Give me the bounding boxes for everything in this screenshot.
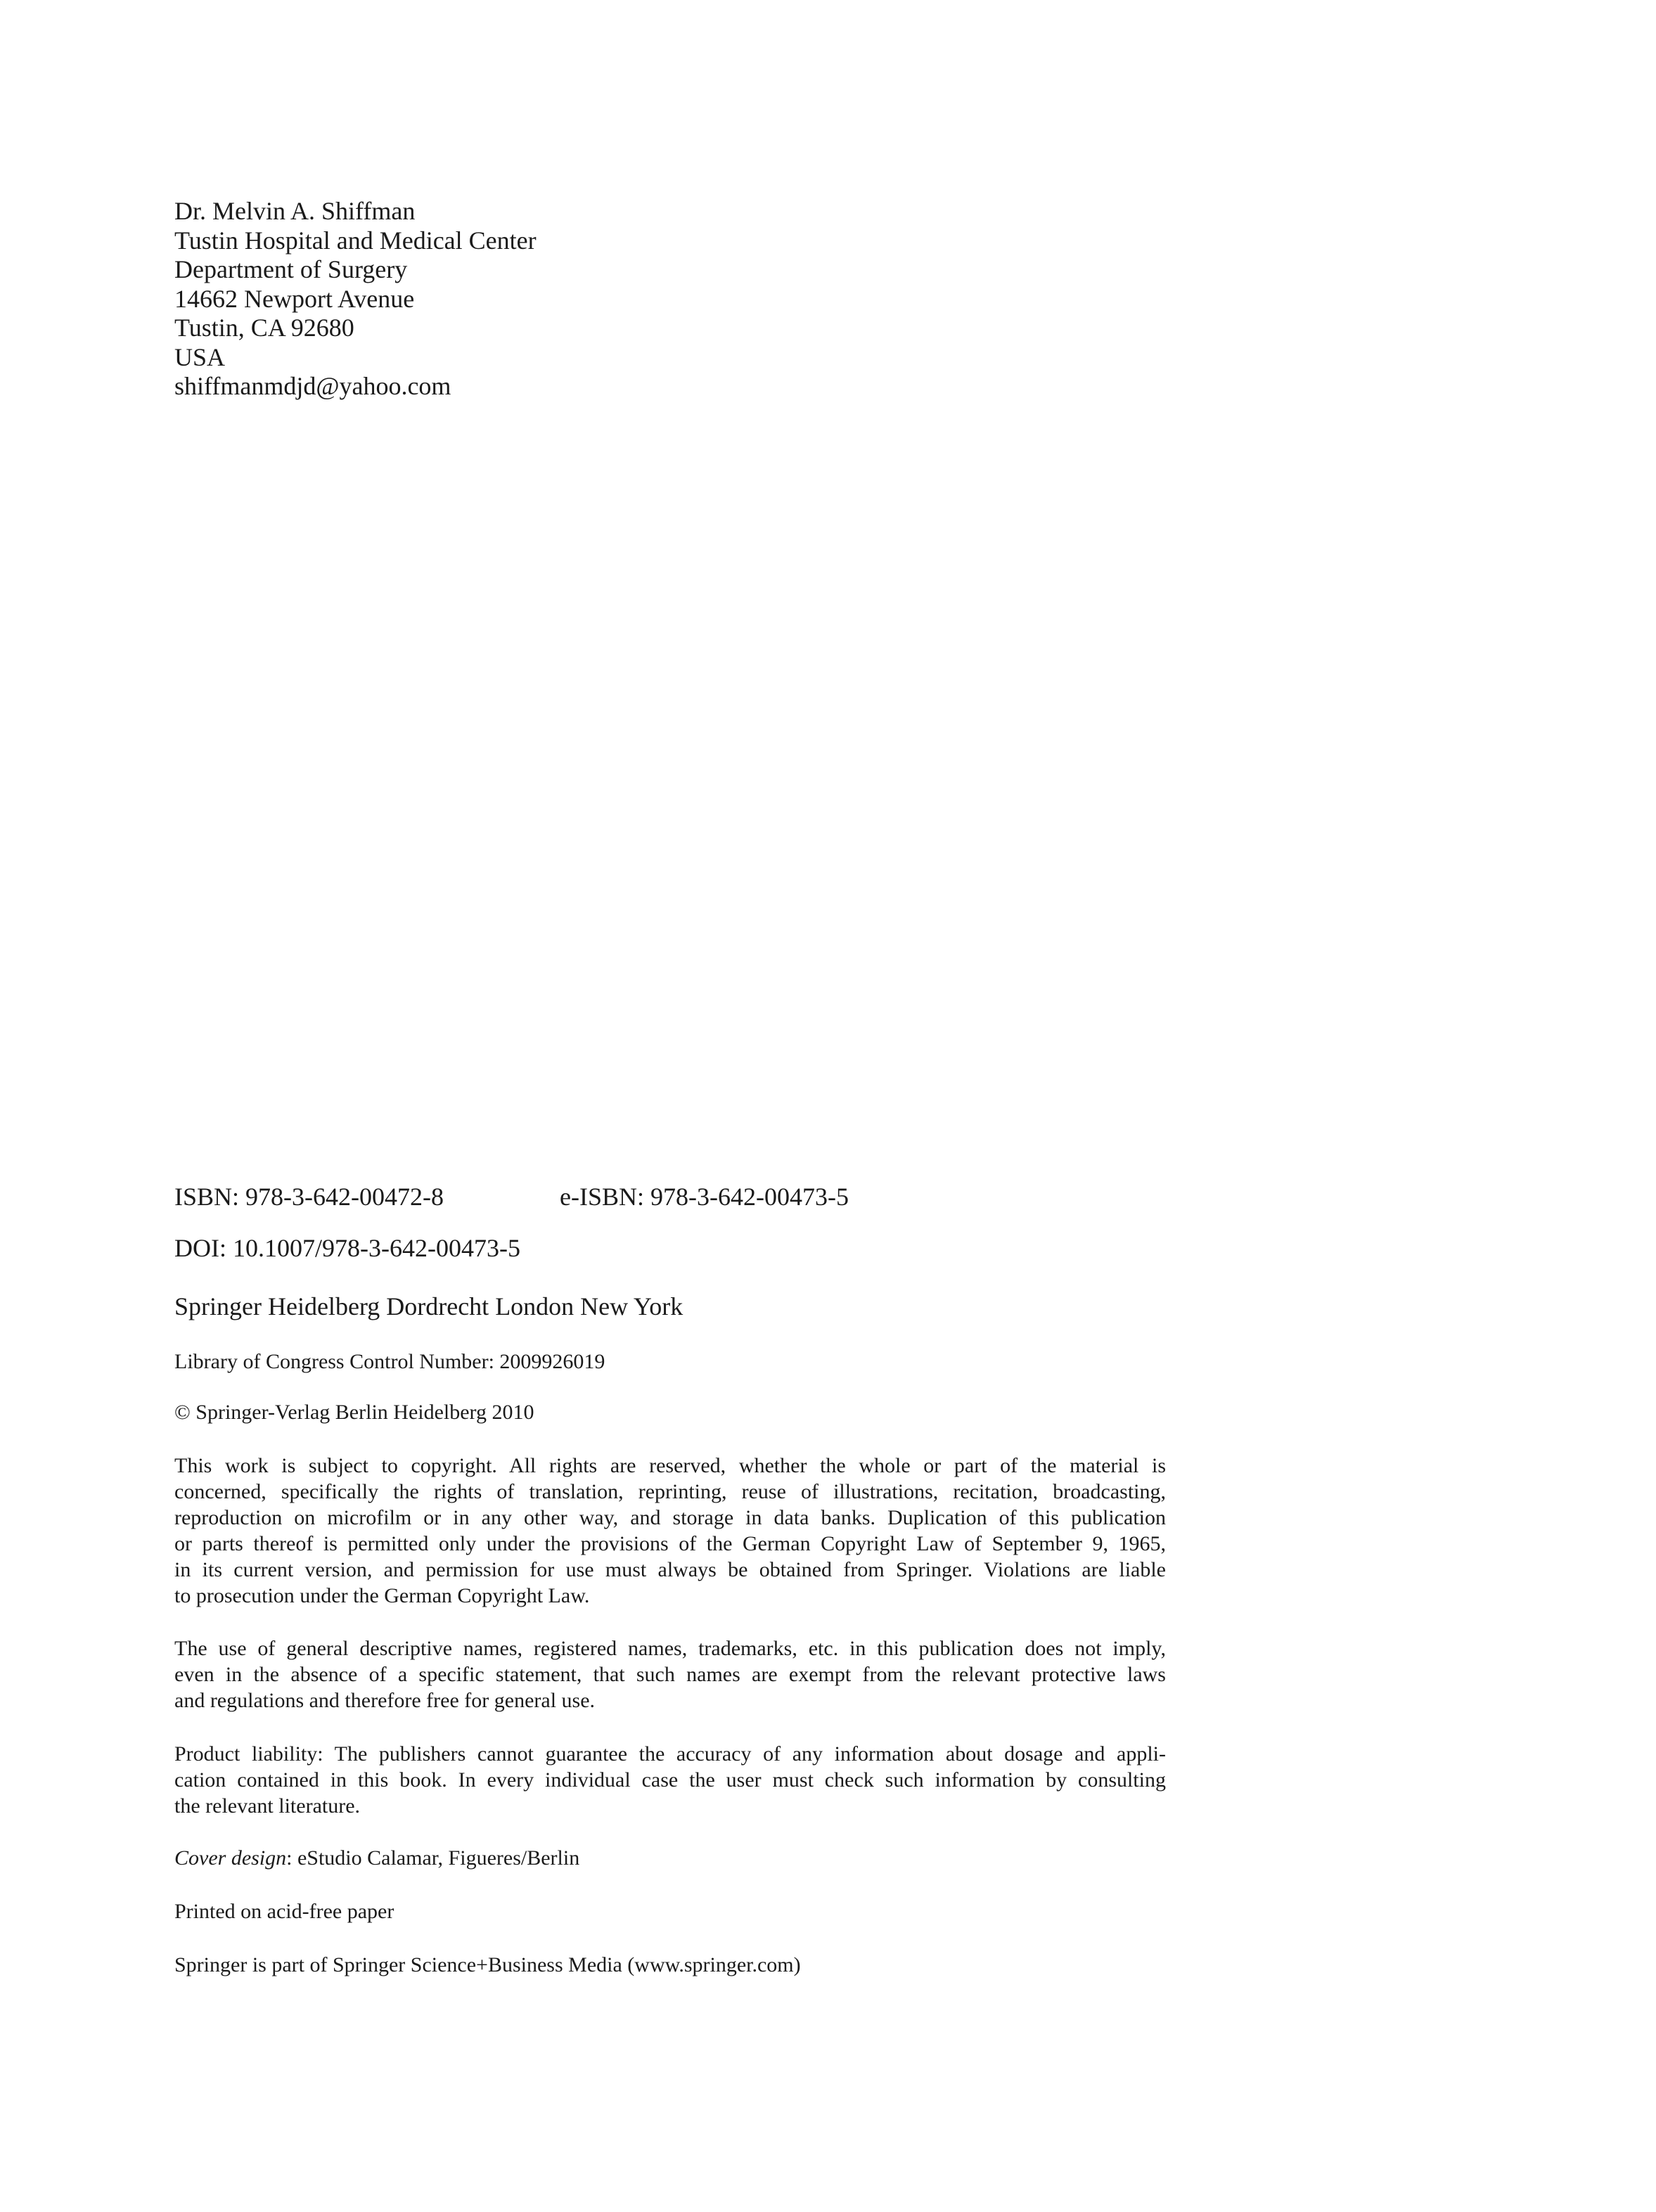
doi: DOI: 10.1007/978-3-642-00473-5 [174, 1234, 520, 1262]
trademark-paragraph-line: and regulations and therefore free for general use. [174, 1689, 596, 1712]
copyright-paragraph [174, 1453, 1166, 1609]
e-isbn: e-ISBN: 978-3-642-00473-5 [560, 1183, 849, 1211]
author-department: Department of Surgery [174, 255, 408, 283]
copyright-paragraph-line: This work is subject to copyright. All rights are reserved, whether the whole or part of the material is [174, 1454, 1166, 1477]
author-email: shiffmanmdjd@yahoo.com [174, 372, 451, 400]
author-name: Dr. Melvin A. Shiffman [174, 197, 416, 225]
author-street: 14662 Newport Avenue [174, 284, 415, 313]
acid-free-paper-note: Printed on acid-free paper [174, 1900, 394, 1923]
trademark-paragraph-line: The use of general descriptive names, registered names, trademarks, etc. in this publication does not imply, [174, 1637, 1166, 1660]
cover-design-credit [174, 1845, 579, 1872]
loc-control-number: Library of Congress Control Number: 2009926019 [174, 1350, 605, 1373]
copyright-line: © Springer-Verlag Berlin Heidelberg 2010 [174, 1401, 534, 1424]
trademark-names-paragraph [174, 1635, 1166, 1713]
copyright-paragraph-line: reproduction on microfilm or in any other way, and storage in data banks. Duplication of this publication [174, 1506, 1166, 1529]
author-address-block [174, 197, 878, 401]
cover-design-label: Cover design [174, 1846, 287, 1870]
publisher-locations: Springer Heidelberg Dordrecht London New York [174, 1292, 683, 1320]
liability-paragraph-line: Product liability: The publishers cannot guarantee the accuracy of any information about dosage and appli- [174, 1742, 1166, 1766]
product-liability-paragraph [174, 1741, 1166, 1819]
author-country: USA [174, 342, 226, 371]
copyright-paragraph-line: concerned, specifically the rights of translation, reprinting, reuse of illustrations, recitation, broadcasting, [174, 1480, 1166, 1503]
cover-design-value: : eStudio Calamar, Figueres/Berlin [286, 1846, 580, 1870]
liability-paragraph-line: cation contained in this book. In every individual case the user must check such information by consulting [174, 1768, 1166, 1792]
springer-media-note: Springer is part of Springer Science+Business Media (www.springer.com) [174, 1953, 801, 1976]
copyright-paragraph-line: to prosecution under the German Copyright Law. [174, 1584, 590, 1607]
author-institution: Tustin Hospital and Medical Center [174, 226, 537, 255]
trademark-paragraph-line: even in the absence of a specific statement, that such names are exempt from the relevant protective laws [174, 1663, 1166, 1686]
copyright-paragraph-line: or parts thereof is permitted only under the provisions of the German Copyright Law of September 9, 1965, [174, 1532, 1166, 1555]
copyright-paragraph-line: in its current version, and permission for use must always be obtained from Springer. Violations are liable [174, 1558, 1166, 1581]
liability-paragraph-line: the relevant literature. [174, 1794, 361, 1818]
author-city: Tustin, CA 92680 [174, 314, 354, 342]
isbn: ISBN: 978-3-642-00472-8 [174, 1183, 444, 1211]
isbn-row [174, 1181, 1194, 1212]
